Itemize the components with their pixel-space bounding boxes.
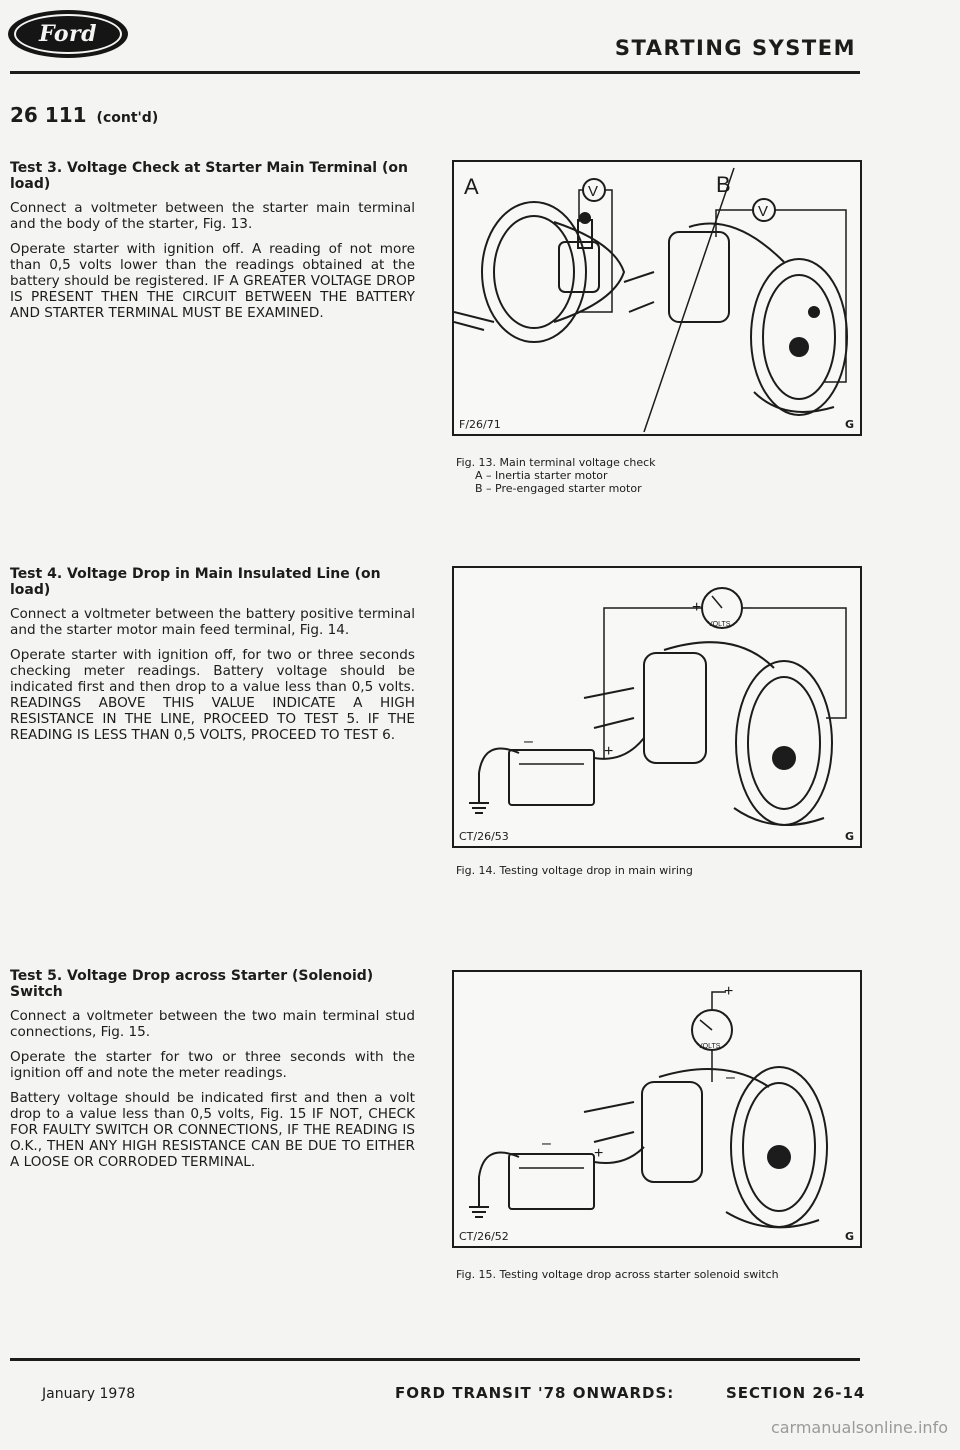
- voltmeter-label: VOLTS: [698, 1043, 721, 1050]
- footer-title: FORD TRANSIT '78 ONWARDS:: [395, 1384, 675, 1402]
- section-cont: (cont'd): [96, 110, 159, 126]
- test-3-block: [10, 160, 415, 330]
- voltmeter-a-label: V: [588, 183, 599, 200]
- section-number: [10, 103, 158, 127]
- inertia-starter-motor: [454, 202, 624, 342]
- figure-13-caption-line: A – Inertia starter motor: [475, 469, 608, 482]
- footer-date: January 1978: [42, 1386, 136, 1402]
- battery: [509, 733, 613, 805]
- starter-motor: [584, 642, 832, 825]
- voltmeter-minus: –: [744, 599, 753, 616]
- ford-logo-text: Ford: [14, 14, 122, 54]
- battery-minus: –: [524, 733, 533, 750]
- figure-15-id: CT/26/52: [459, 1230, 509, 1243]
- starter-motor: [584, 1067, 827, 1227]
- figure-14-caption: Fig. 14. Testing voltage drop in main wiring: [456, 864, 693, 877]
- voltmeter-plus: +: [692, 599, 702, 616]
- test-4-paragraph: Operate starter with ignition off, for two or three seconds checking meter readings. Battery voltage should be indicated first and then drop to a value less than 0,5 volts. READINGS ABOVE THIS VALUE INDICATE A HIGH RESISTANCE IN THE LINE, PROCEED TO TEST 5. IF THE READING IS LESS THAN 0,5 VOLTS, PROCEED TO TEST 6.: [10, 647, 415, 743]
- battery: [509, 1135, 603, 1209]
- pre-engaged-starter-motor: [624, 224, 847, 415]
- battery-plus: +: [594, 1145, 604, 1162]
- test-5-heading: Test 5. Voltage Drop across Starter (Solenoid) Switch: [10, 968, 374, 1000]
- test-3-paragraph: Connect a voltmeter between the starter main terminal and the body of the starter, Fig. 13.: [10, 200, 415, 232]
- figure-15-mark: G: [844, 1230, 854, 1243]
- figure-15-diagram: [454, 972, 860, 1246]
- voltmeter-b-label: V: [758, 203, 769, 220]
- label-b: B: [716, 172, 731, 197]
- label-a: A: [464, 174, 479, 199]
- figure-13-caption-line: B – Pre-engaged starter motor: [475, 482, 642, 495]
- ford-logo: [8, 10, 128, 58]
- voltmeter-label: VOLTS: [708, 621, 731, 628]
- test-4-heading: Test 4. Voltage Drop in Main Insulated Line (on load): [10, 566, 381, 598]
- figure-14-mark: G: [844, 830, 854, 843]
- footer-rule: [10, 1358, 860, 1361]
- page-header-title: STARTING SYSTEM: [614, 36, 856, 60]
- header-rule: [10, 71, 860, 74]
- figure-13-id: F/26/71: [459, 418, 501, 431]
- test-3-heading: Test 3. Voltage Check at Starter Main Terminal (on load): [10, 160, 408, 192]
- section-number-text: 26 111: [10, 103, 87, 127]
- footer-section: SECTION 26-14: [726, 1384, 866, 1402]
- figure-13: [452, 160, 862, 436]
- voltmeter-minus: –: [726, 1069, 735, 1086]
- figure-15: [452, 970, 862, 1248]
- voltmeter-plus: +: [724, 983, 734, 1000]
- figure-15-caption: Fig. 15. Testing voltage drop across starter solenoid switch: [456, 1268, 779, 1281]
- figure-14: [452, 566, 862, 848]
- battery-minus: –: [542, 1135, 551, 1152]
- figure-13-diagram: [454, 162, 860, 434]
- test-4-block: [10, 566, 415, 752]
- test-5-block: [10, 968, 415, 1179]
- test-4-paragraph: Connect a voltmeter between the battery positive terminal and the starter motor main feed terminal, Fig. 14.: [10, 606, 415, 638]
- test-5-paragraph: Connect a voltmeter between the two main terminal stud connections, Fig. 15.: [10, 1008, 415, 1040]
- test-5-paragraph: Operate the starter for two or three seconds with the ignition off and note the meter readings.: [10, 1049, 415, 1081]
- test-3-paragraph: Operate starter with ignition off. A reading of not more than 0,5 volts lower than the readings obtained at the battery should be registered. IF A GREATER VOLTAGE DROP IS PRESENT THEN THE CIRCUIT BETWEEN THE BATTERY AND STARTER TERMINAL MUST BE EXAMINED.: [10, 241, 415, 321]
- figure-13-caption-title: Fig. 13. Main terminal voltage check: [456, 456, 656, 469]
- figure-13-mark: G: [844, 418, 854, 431]
- battery-plus: +: [604, 743, 614, 760]
- watermark: carmanualsonline.info: [770, 1418, 948, 1437]
- figure-13-caption: [456, 456, 656, 495]
- figure-14-id: CT/26/53: [459, 830, 509, 843]
- figure-14-diagram: [454, 568, 860, 846]
- test-5-paragraph: Battery voltage should be indicated first and then a volt drop to a value less than 0,5 volts, Fig. 15 IF NOT, CHECK FOR FAULTY SWITCH OR CONNECTIONS, IF THE READING IS O.K., THEN ANY HIGH RESISTANCE CAN BE DUE TO EITHER A LOOSE OR CORRODED TERMINAL.: [10, 1090, 415, 1170]
